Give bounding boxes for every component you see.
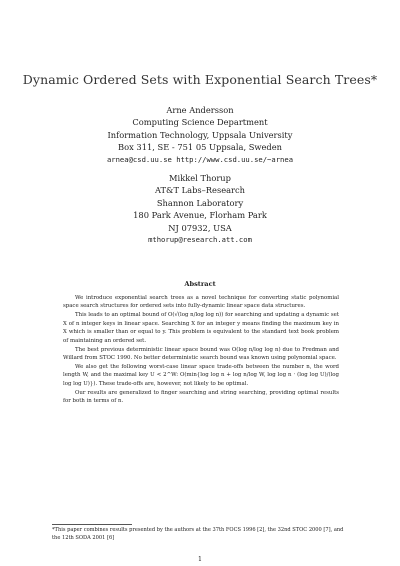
paper-title: Dynamic Ordered Sets with Exponential Search Trees* xyxy=(22,72,378,87)
author-institution: Information Technology, Uppsala University xyxy=(107,129,293,140)
author-address: Box 311, SE - 751 05 Uppsala, Sweden xyxy=(118,142,282,153)
abstract-paragraph: The best previous deterministic linear space bound was O(log n/log log n) due to Fredman and Willard from STOC 1990. No better deterministic search bound was known using polynomial space. xyxy=(63,346,339,362)
page-number: 1 xyxy=(198,556,202,563)
abstract-body xyxy=(63,294,339,406)
author-name: Arne Andersson xyxy=(166,105,234,115)
author-department: AT&T Labs–Research xyxy=(154,185,246,196)
author-block xyxy=(0,104,400,246)
author-email: mthorup@research.att.com xyxy=(148,235,252,245)
abstract-paragraph: We introduce exponential search trees as a novel technique for converting static polynomial space search structures for ordered sets into fully-dynamic linear space data structures. xyxy=(63,295,339,310)
author-department: Computing Science Department xyxy=(132,117,268,128)
abstract-paragraph: We also get the following worst-case linear space trade-offs between the number n, the word length W, and the maximal key U < 2^W: O(min{log log n + log n/log W, log log n · (log log U)/(log log log U)}). These trade-offs are, however, not likely to be optimal. xyxy=(63,364,339,387)
abstract-paragraph: Our results are generalized to finger searching and string searching, providing optimal results for both in terms of n. xyxy=(63,389,339,405)
footnote-divider xyxy=(52,524,132,525)
abstract-paragraph: This leads to an optimal bound of O(√(log n/log log n)) for searching and updating a dynamic set X of n integer keys in linear space. Searching X for an integer y means finding the maximum key in X which is smaller than or equal to y. This problem is equivalent to the standard text book problem of maintaining an ordered set. xyxy=(63,312,339,344)
author-street: 180 Park Avenue, Florham Park xyxy=(133,210,267,221)
author-city: NJ 07932, USA xyxy=(168,222,232,233)
author-contact: arnea@csd.uu.se http://www.csd.uu.se/~arnea xyxy=(106,154,294,164)
author-name: Mikkel Thorup xyxy=(169,173,231,184)
footnote: *This paper combines results presented by the authors at the 37th FOCS 1996 [2], the 32nd STOC 2000 [7], and the 12th SODA 2001 [6] xyxy=(52,527,344,541)
author-lab: Shannon Laboratory xyxy=(156,197,244,208)
abstract-heading: Abstract xyxy=(184,280,216,288)
